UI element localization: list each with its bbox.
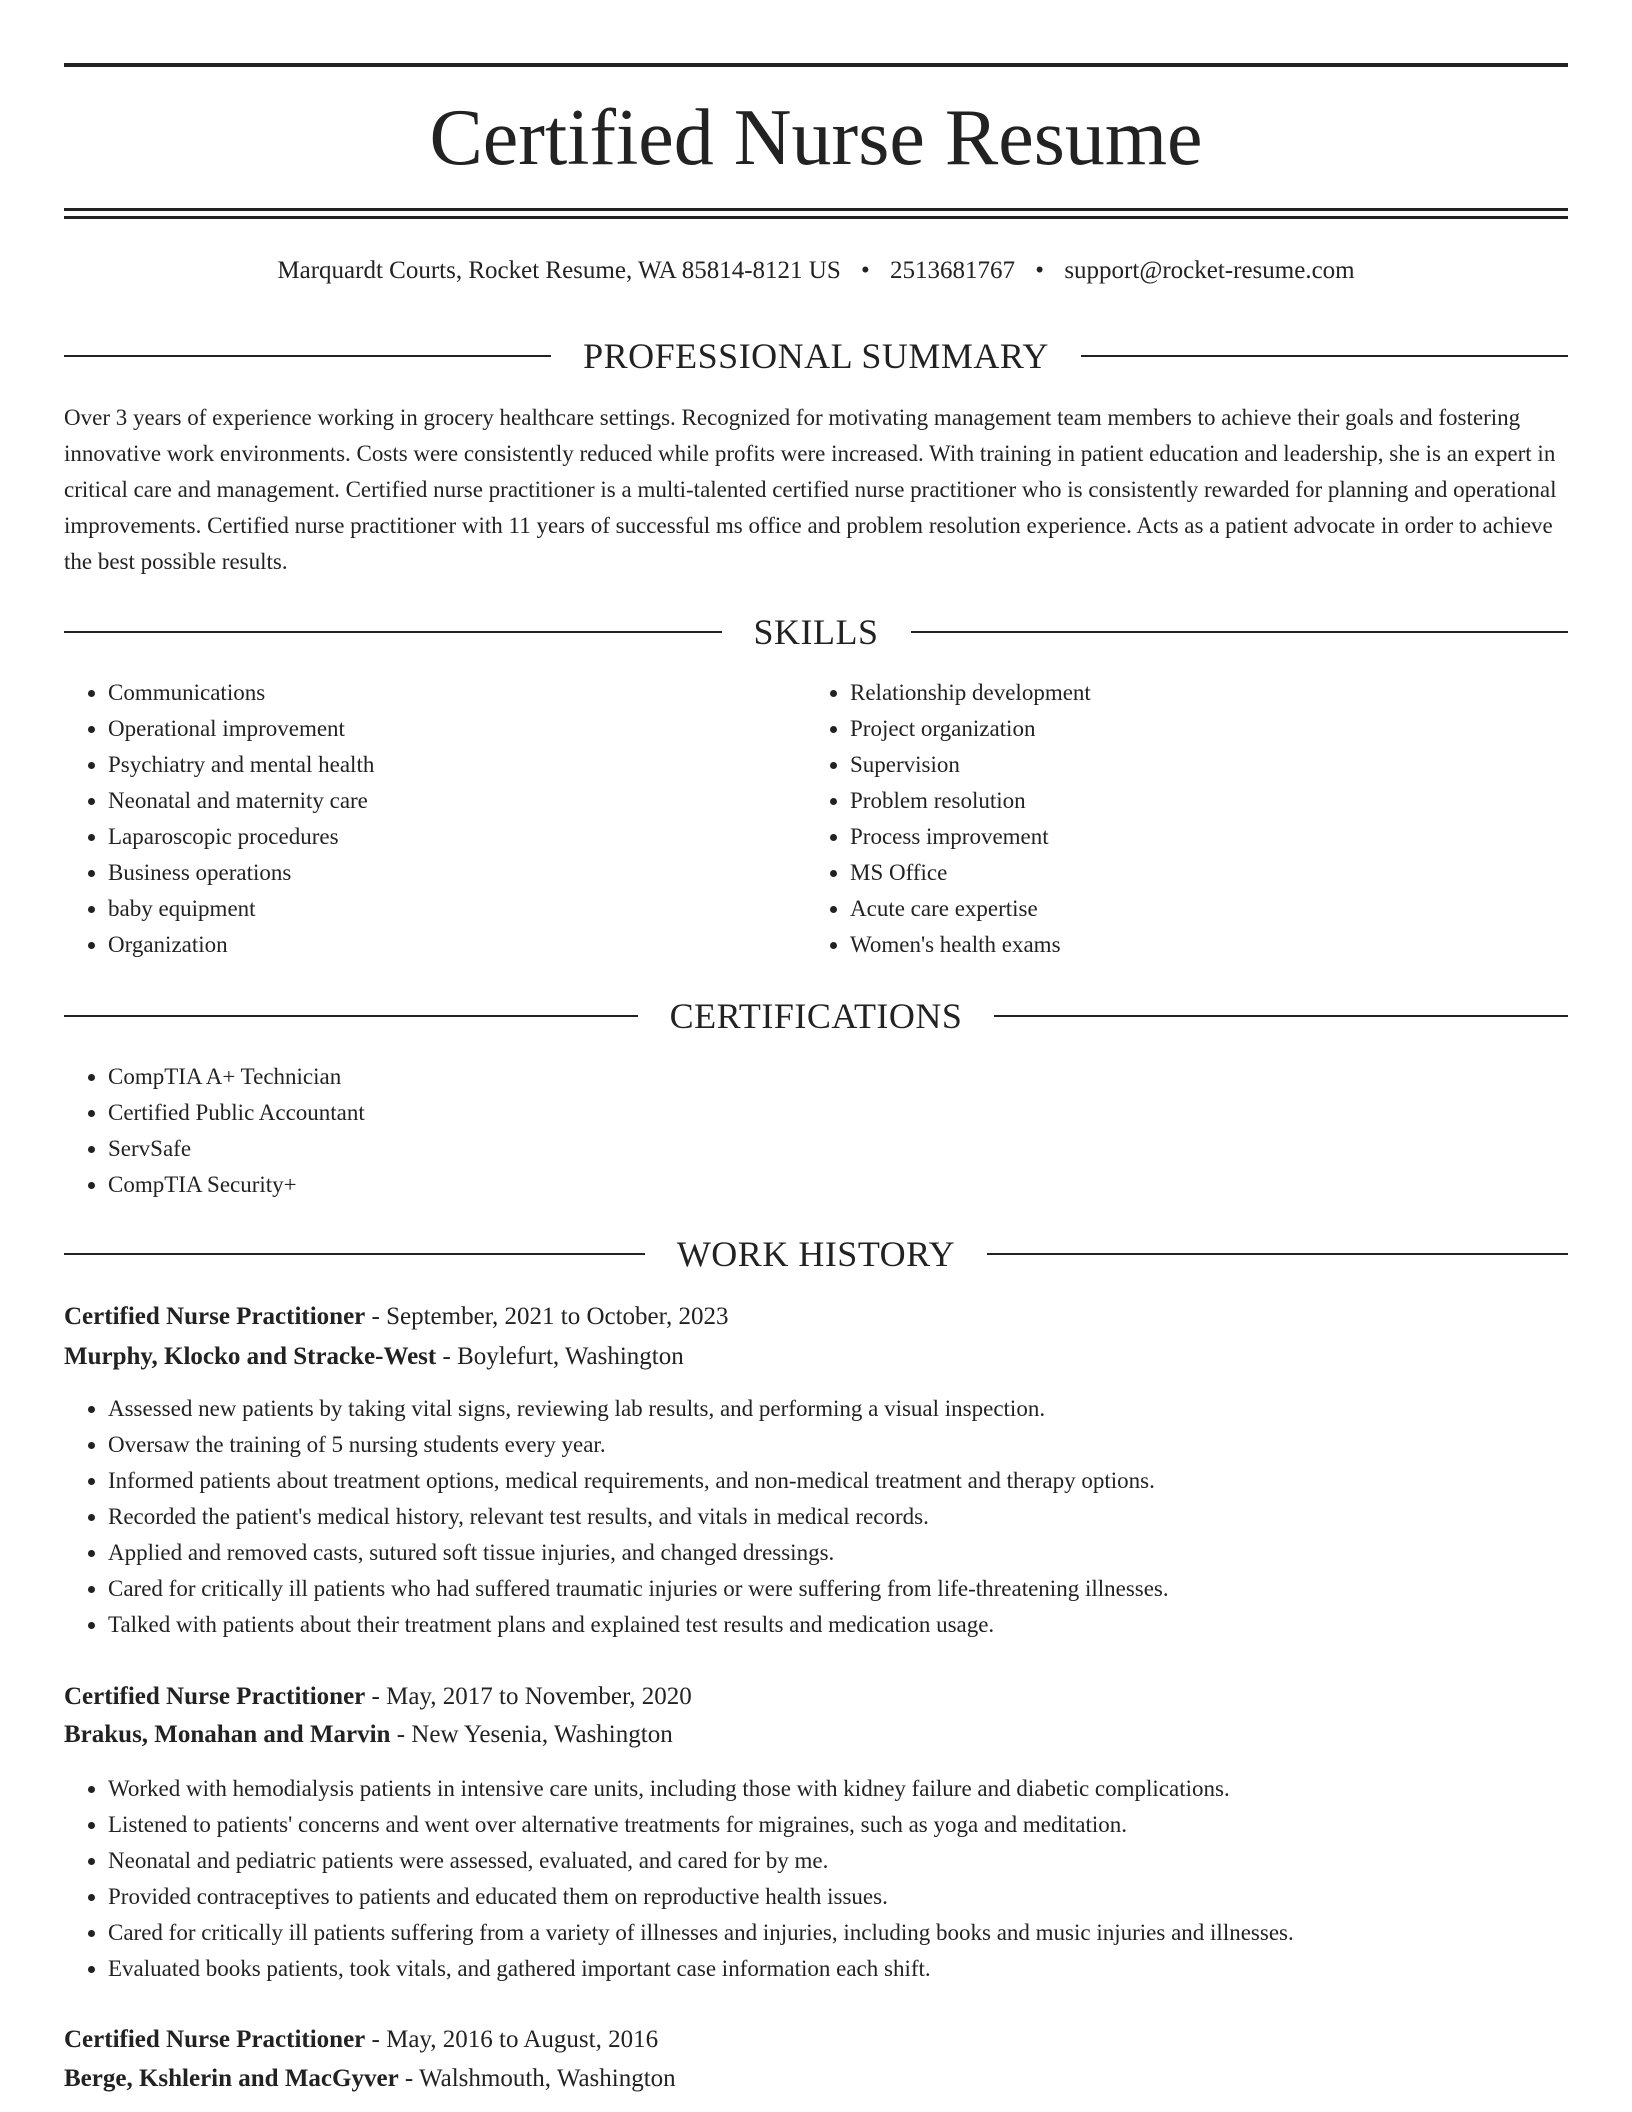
skill-item: • Acute care expertise: [850, 891, 1550, 927]
skill-item: • Psychiatry and mental health: [108, 747, 808, 783]
certification-item: • Certified Public Accountant: [108, 1095, 1508, 1131]
title-double-rule-upper: [64, 208, 1568, 211]
job-location: - New Yesenia, Washington: [390, 1721, 673, 1748]
work-section-header: [64, 1232, 1568, 1276]
section-rule: [994, 1015, 1568, 1017]
top-rule: [64, 63, 1568, 67]
contact-phone: 2513681767: [890, 257, 1016, 284]
section-rule: [1081, 355, 1568, 357]
job-title: Certified Nurse Practitioner: [64, 1303, 366, 1330]
job-title-line: [64, 2021, 1568, 2059]
skills-list-right: [806, 675, 1550, 963]
contact-email: support@rocket-resume.com: [1064, 257, 1355, 284]
job-bullet: • Listened to patients' concerns and went over alternative treatments for migraines, such as yoga and meditation.: [108, 1807, 1568, 1843]
job-title-line: [64, 1678, 1568, 1716]
job-bullet: • Worked with hemodialysis patients in intensive care units, including those with kidney failure and diabetic complications.: [108, 1771, 1568, 1807]
skill-item: • Neonatal and maternity care: [108, 783, 808, 819]
section-rule: [64, 1015, 638, 1017]
contact-address: Marquardt Courts, Rocket Resume, WA 85814-8121 US: [277, 257, 841, 284]
section-rule: [911, 631, 1569, 633]
job-bullet: • Recorded the patient's medical history, relevant test results, and vitals in medical records.: [108, 1499, 1568, 1535]
job-bullet: • Evaluated books patients, took vitals, and gathered important case information each shift.: [108, 1951, 1568, 1987]
job-company-line: [64, 1716, 1568, 1754]
skill-item: • Problem resolution: [850, 783, 1550, 819]
job-company: Murphy, Klocko and Stracke-West: [64, 1343, 437, 1370]
job-bullet: • Cared for critically ill patients suffering from a variety of illnesses and injuries, including books and music injuries and illnesses.: [108, 1915, 1568, 1951]
certifications-list: [64, 1059, 1508, 1203]
skill-item: • baby equipment: [108, 891, 808, 927]
certifications-section-header: [64, 994, 1568, 1038]
job-company: Berge, Kshlerin and MacGyver: [64, 2065, 399, 2092]
certification-item: • CompTIA Security+: [108, 1167, 1508, 1203]
skills-list-left: [64, 675, 808, 963]
job-dates: - May, 2016 to August, 2016: [365, 2026, 659, 2053]
section-rule: [64, 1253, 645, 1255]
job-title-line: [64, 1298, 1568, 1336]
job-company-line: [64, 2060, 1568, 2098]
contact-separator: •: [1035, 257, 1045, 284]
job-company: Brakus, Monahan and Marvin: [64, 1721, 391, 1748]
job-bullet: • Provided contraceptives to patients and educated them on reproductive health issues.: [108, 1879, 1568, 1915]
job-bullets: [64, 1771, 1568, 1987]
skill-item: • MS Office: [850, 855, 1550, 891]
certification-item: • CompTIA A+ Technician: [108, 1059, 1508, 1095]
skill-item: • Organization: [108, 927, 808, 963]
job-dates: - May, 2017 to November, 2020: [365, 1683, 692, 1710]
section-rule: [987, 1253, 1568, 1255]
job-bullet: • Applied and removed casts, sutured soft tissue injuries, and changed dressings.: [108, 1535, 1568, 1571]
job-company-line: [64, 1338, 1568, 1376]
skills-section-header: [64, 610, 1568, 654]
skill-item: • Supervision: [850, 747, 1550, 783]
section-rule: [64, 355, 551, 357]
job-bullet: • Cared for critically ill patients who had suffered traumatic injuries or were suffering from life-threatening illnesses.: [108, 1571, 1568, 1607]
skill-item: • Business operations: [108, 855, 808, 891]
job-dates: - September, 2021 to October, 2023: [365, 1303, 729, 1330]
job-bullet: • Talked with patients about their treatment plans and explained test results and medication usage.: [108, 1607, 1568, 1643]
job-bullets: [64, 1391, 1568, 1643]
resume-title: Certified Nurse Resume: [429, 94, 1203, 182]
skill-item: • Women's health exams: [850, 927, 1550, 963]
summary-section-header: [64, 334, 1568, 378]
job-location: - Boylefurt, Washington: [436, 1343, 684, 1370]
job-bullet: • Neonatal and pediatric patients were assessed, evaluated, and cared for by me.: [108, 1843, 1568, 1879]
skill-item: • Laparoscopic procedures: [108, 819, 808, 855]
job-title: Certified Nurse Practitioner: [64, 1683, 366, 1710]
skill-item: • Operational improvement: [108, 711, 808, 747]
job-bullet: • Assessed new patients by taking vital signs, reviewing lab results, and performing a visual inspection.: [108, 1391, 1568, 1427]
section-rule: [64, 631, 722, 633]
skills-heading: SKILLS: [753, 612, 879, 652]
contact-line: [64, 253, 1568, 289]
certification-item: • ServSafe: [108, 1131, 1508, 1167]
title-double-rule-lower: [64, 216, 1568, 219]
skill-item: • Project organization: [850, 711, 1550, 747]
certifications-heading: CERTIFICATIONS: [669, 996, 963, 1036]
skill-item: • Relationship development: [850, 675, 1550, 711]
summary-heading: PROFESSIONAL SUMMARY: [583, 336, 1049, 376]
job-bullet: • Oversaw the training of 5 nursing students every year.: [108, 1427, 1568, 1463]
summary-text: Over 3 years of experience working in grocery healthcare settings. Recognized for motivating management team members to achieve their goals and fostering innovative work environments. Costs were consistently reduced while profits were increased. With training in patient education and leadership, she is an expert in critical care and management. Certified nurse practitioner is a multi-talented certified nurse practitioner who is consistently rewarded for planning and operational improvements. Certified nurse practitioner with 11 years of successful ms office and problem resolution experience. Acts as a patient advocate in order to achieve the best possible results.: [64, 405, 1557, 574]
contact-separator: •: [861, 257, 870, 284]
job-location: - Walshmouth, Washington: [398, 2065, 676, 2092]
job-title: Certified Nurse Practitioner: [64, 2026, 366, 2053]
skill-item: • Communications: [108, 675, 808, 711]
job-bullet: • Informed patients about treatment options, medical requirements, and non-medical treatment and therapy options.: [108, 1463, 1568, 1499]
skill-item: • Process improvement: [850, 819, 1550, 855]
work-heading: WORK HISTORY: [676, 1234, 956, 1274]
